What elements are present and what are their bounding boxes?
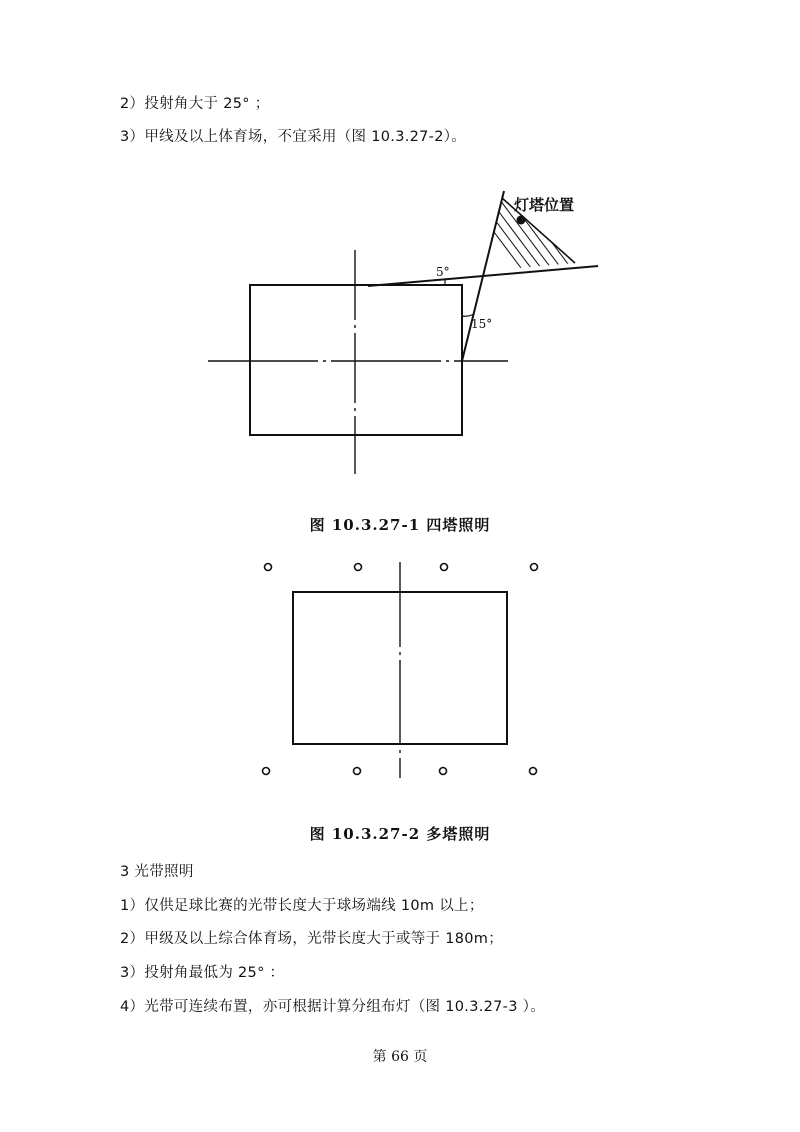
page-number: 第 66 页 xyxy=(372,1049,428,1065)
figure2-caption: 图 10.3.27-2 多塔照明 xyxy=(309,825,491,843)
angle-label-5-degree: 5° xyxy=(436,265,450,279)
tower-bottom-4 xyxy=(530,768,537,775)
tower-bottom-3 xyxy=(440,768,447,775)
intro-item-2: 2）投射角大于 25° ； xyxy=(120,96,270,112)
section-item-1: 1）仅供足球比赛的光带长度大于球场端线 10m 以上； xyxy=(120,898,484,914)
tower-bottom-1 xyxy=(263,768,270,775)
tower-top-1 xyxy=(265,564,272,571)
tower-position-label: 灯塔位置 xyxy=(514,196,575,214)
angle-label-15-degree: 15° xyxy=(471,317,493,331)
figure1-caption: 图 10.3.27-1 四塔照明 xyxy=(309,516,491,534)
section-item-4: 4）光带可连续布置，亦可根据计算分组布灯（图 10.3.27-3 ）。 xyxy=(120,999,545,1015)
section-item-2: 2）甲级及以上综合体育场，光带长度大于或等于 180m； xyxy=(120,931,504,947)
tower-bottom-2 xyxy=(354,768,361,775)
tower-top-3 xyxy=(441,564,448,571)
section-heading: 3 光带照明 xyxy=(120,864,194,880)
intro-item-3: 3）甲线及以上体育场，不宜采用（图 10.3.27-2）。 xyxy=(120,129,467,145)
section-item-3: 3）投射角最低为 25° ： xyxy=(120,965,285,981)
tower-top-4 xyxy=(531,564,538,571)
tower-top-2 xyxy=(355,564,362,571)
